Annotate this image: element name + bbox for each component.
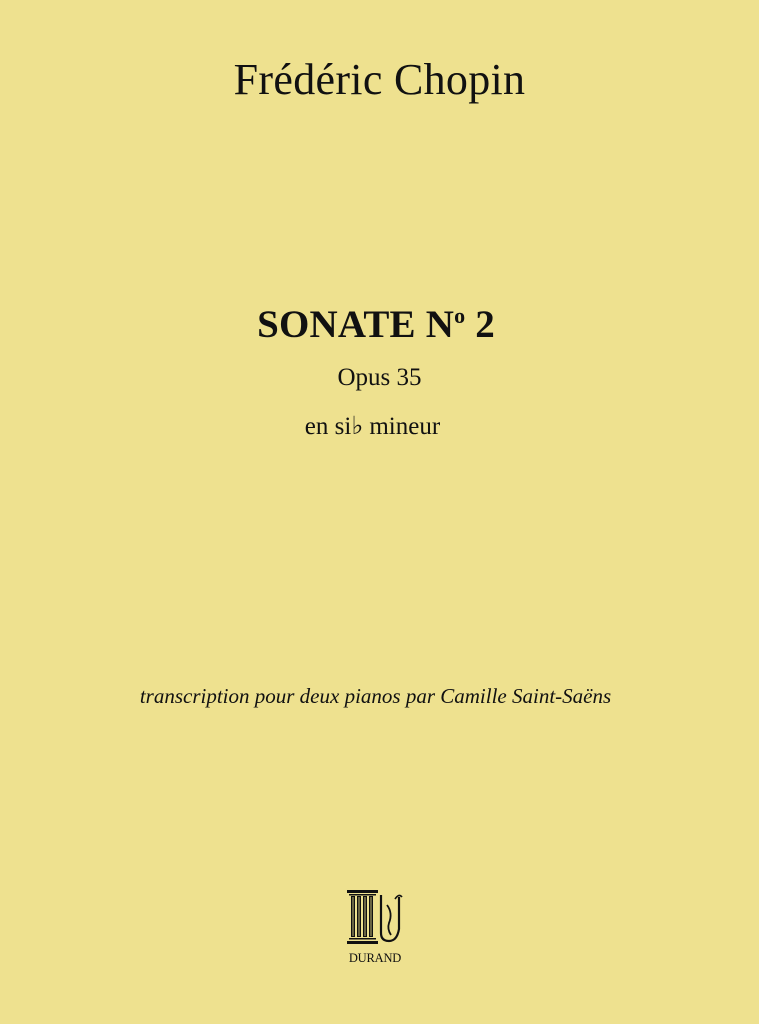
- key-signature: en si♭ mineur: [304, 413, 441, 440]
- work-title-number: 2: [475, 303, 495, 346]
- publisher-name: DURAND: [348, 951, 402, 965]
- publisher-logo: [342, 889, 408, 969]
- work-title-superscript: o: [454, 303, 466, 328]
- opus-number: Opus 35: [337, 364, 422, 391]
- work-title: [0, 300, 752, 350]
- transcription-credit: transcription pour deux pianos par Camille Saint-Saëns: [139, 684, 612, 708]
- composer-name: Frédéric Chopin: [233, 55, 526, 104]
- work-title-text: SONATE N: [257, 303, 455, 346]
- durand-columns-logo-icon: [345, 889, 405, 949]
